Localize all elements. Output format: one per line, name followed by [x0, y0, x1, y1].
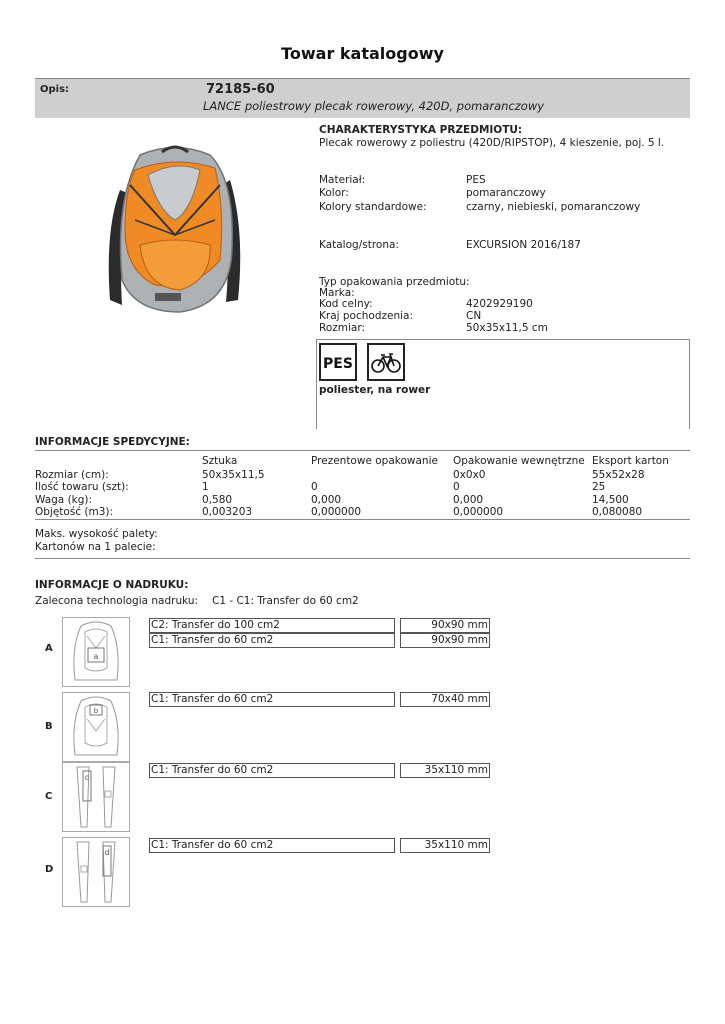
char-value-standard-colors: czarny, niebieski, pomaranczowy [466, 201, 641, 213]
pes-icon-text: PES [323, 356, 353, 372]
shipping-cell: 55x52x28 [592, 469, 645, 481]
print-heading: INFORMACJE O NADRUKU: [35, 579, 189, 591]
shipping-heading: INFORMACJE SPEDYCYJNE: [35, 436, 190, 448]
position-c-size-1: 35x110 mm [400, 763, 490, 778]
pes-material-icon [319, 343, 357, 381]
bicycle-icon [367, 343, 405, 381]
char-label-brand: Marka: [319, 287, 355, 299]
print-recommended-value: C1 - C1: Transfer do 60 cm2 [212, 595, 359, 607]
shipping-cell: 50x35x11,5 [202, 469, 265, 481]
shipping-row-label: Objętość (m3): [35, 506, 114, 518]
position-c-mark: c [84, 773, 90, 782]
char-value-size: 50x35x11,5 cm [466, 322, 548, 334]
position-b-size-1: 70x40 mm [400, 692, 490, 707]
position-c-technique-1: C1: Transfer do 60 cm2 [149, 763, 395, 778]
position-a-size-1: 90x90 mm [400, 618, 490, 633]
position-a-thumbnail [62, 617, 130, 687]
position-d-technique-1: C1: Transfer do 60 cm2 [149, 838, 395, 853]
cartons-per-pallet-label: Kartonów na 1 palecie: [35, 541, 156, 553]
position-letter-a: A [45, 643, 53, 654]
print-recommended-label: Zalecona technologia nadruku: [35, 595, 199, 607]
shipping-cell: 14,500 [592, 494, 629, 506]
char-value-catalog: EXCURSION 2016/187 [466, 239, 581, 251]
shipping-col-inner: Opakowanie wewnętrzne [453, 455, 585, 467]
shipping-cell: 1 [202, 481, 209, 493]
position-a-technique-1: C2: Transfer do 100 cm2 [149, 618, 395, 633]
char-label-size: Rozmiar: [319, 322, 366, 334]
shipping-cell: 0,000000 [453, 506, 504, 518]
product-image [100, 140, 250, 320]
position-a-size-2: 90x90 mm [400, 633, 490, 648]
position-b-technique-1: C1: Transfer do 60 cm2 [149, 692, 395, 707]
icons-caption: poliester, na rower [319, 384, 431, 396]
position-c-thumbnail [62, 762, 130, 832]
shipping-cell: 0,000 [311, 494, 342, 506]
position-d-size-1: 35x110 mm [400, 838, 490, 853]
shipping-row-label: Waga (kg): [35, 494, 93, 506]
shipping-row-label: Rozmiar (cm): [35, 469, 109, 481]
page-title: Towar katalogowy [281, 44, 444, 63]
char-value-color: pomaranczowy [466, 187, 546, 199]
shipping-cell: 0x0x0 [453, 469, 486, 481]
char-label-standard-colors: Kolory standardowe: [319, 201, 427, 213]
characteristics-heading: CHARAKTERYSTYKA PRZEDMIOTU: [319, 124, 523, 136]
char-value-origin: CN [466, 310, 482, 322]
char-label-origin: Kraj pochodzenia: [319, 310, 414, 322]
shipping-row-label: Ilość towaru (szt): [35, 481, 129, 493]
shipping-cell: 25 [592, 481, 606, 493]
char-label-customs-code: Kod celny: [319, 298, 373, 310]
position-letter-c: C [45, 791, 53, 802]
shipping-col-gift: Prezentowe opakowanie [311, 455, 438, 467]
position-b-thumbnail [62, 692, 130, 762]
position-b-mark: b [93, 707, 99, 715]
position-d-thumbnail [62, 837, 130, 907]
shipping-cell: 0 [311, 481, 318, 493]
position-letter-b: B [45, 721, 53, 732]
opis-label: Opis: [40, 84, 70, 95]
shipping-col-piece: Sztuka [202, 455, 238, 467]
char-label-packaging: Typ opakowania przedmiotu: [319, 276, 470, 288]
shipping-cell: 0,003203 [202, 506, 253, 518]
shipping-cell: 0 [453, 481, 460, 493]
shipping-cell: 0,580 [202, 494, 233, 506]
product-code: 72185-60 [206, 82, 275, 97]
char-label-catalog: Katalog/strona: [319, 239, 399, 251]
shipping-cell: 0,000000 [311, 506, 362, 518]
product-name: LANCE poliestrowy plecak rowerowy, 420D, pomaranczowy [203, 99, 545, 113]
shipping-cell: 0,080080 [592, 506, 643, 518]
position-a-mark: a [93, 652, 99, 661]
position-d-mark: d [104, 848, 110, 857]
char-label-material: Materiał: [319, 174, 366, 186]
position-letter-d: D [45, 864, 54, 875]
char-label-color: Kolor: [319, 187, 349, 199]
shipping-col-export: Eksport karton [592, 455, 669, 467]
shipping-cell: 0,000 [453, 494, 484, 506]
position-a-technique-2: C1: Transfer do 60 cm2 [149, 633, 395, 648]
char-value-material: PES [466, 174, 486, 186]
characteristics-description: Plecak rowerowy z poliestru (420D/RIPSTOP), 4 kieszenie, poj. 5 l. [319, 137, 665, 149]
pallet-height-label: Maks. wysokość palety: [35, 528, 158, 540]
char-value-customs-code: 4202929190 [466, 298, 533, 310]
